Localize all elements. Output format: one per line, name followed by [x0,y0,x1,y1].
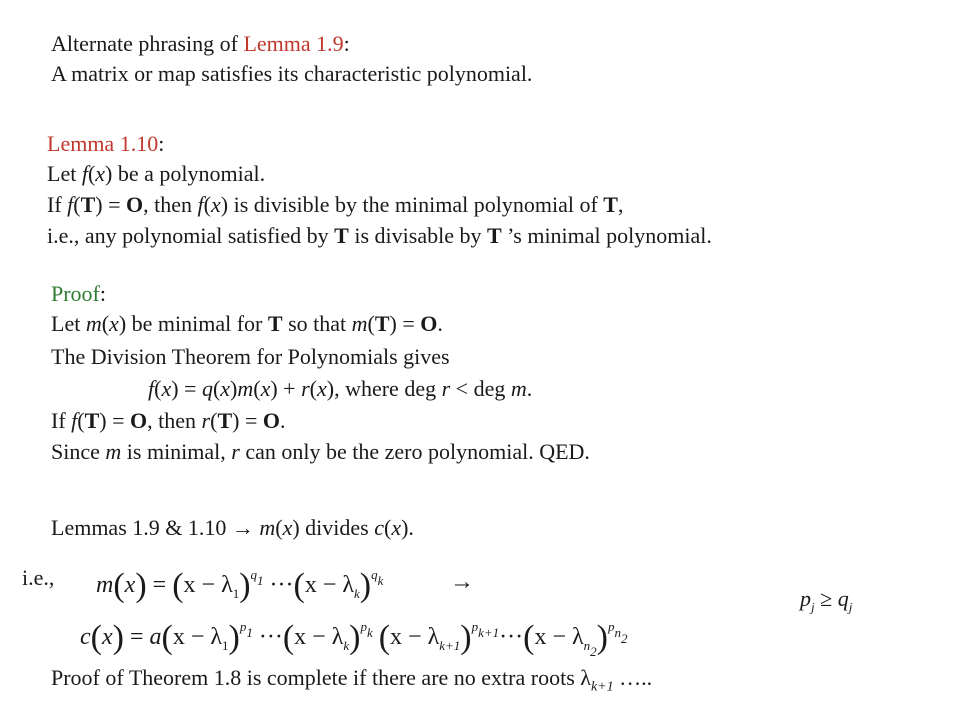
math-fragment: m [510,376,527,401]
math-fragment: ··· [269,572,294,598]
math-fragment: . [526,376,533,401]
lemma-1-10-title: Lemma 1.10 [47,131,159,156]
math-fragment: T [486,223,502,248]
math-fragment: 1 [257,573,264,588]
math-fragment: ) = [389,311,421,336]
lemma-line-2 [47,191,623,219]
math-fragment: can only be the zero polynomial. QED. [239,439,590,464]
math-fragment: O [130,408,148,433]
math-fragment: O [420,311,438,336]
math-fragment: , then [147,408,202,433]
math-fragment: k+1 [478,625,500,640]
math-fragment: ( [154,376,162,401]
math-fragment: m [96,572,114,598]
math-fragment: If [51,408,72,433]
math-fragment: p [360,619,367,634]
math-fragment: T [374,311,390,336]
math-fragment: 1 [232,586,240,601]
math-fragment: p [607,619,615,634]
math-fragment: Since [51,439,106,464]
math-fragment: x − λ [183,572,233,598]
math-fragment: m [85,311,102,336]
minimal-polynomial-equation: $m(x) = (x - \lambda_1)^{q_1} \cdot\cdot\cdot(x - \lambda_k)^{q_k}$ [96,567,384,604]
math-fragment: O [262,408,280,433]
math-fragment: 1 [246,625,253,640]
math-fragment: c [374,515,385,540]
math-fragment: ··· [499,624,524,650]
math-fragment: ( [309,376,317,401]
alt-colon: : [343,31,350,56]
math-fragment: = [123,624,150,650]
alt-statement: A matrix or map satisfies its characteristic polynomial. [51,61,533,86]
math-fragment: 2 [590,644,597,659]
math-fragment: f [71,408,78,433]
implies-arrow: → [450,569,474,595]
math-fragment: m [259,515,276,540]
proof-line-1 [51,310,443,338]
exponent-inequality [800,585,852,621]
math-fragment: ( [275,515,283,540]
math-fragment: Let [51,311,86,336]
math-fragment: ( [113,567,125,604]
math-fragment: Proof of Theorem 1.8 is complete if there are no extra roots λ [51,665,591,690]
final-statement [51,664,652,701]
math-fragment: x − λ [172,624,223,650]
math-fragment: r [201,408,211,433]
proof-heading [51,280,106,308]
math-fragment: q [201,376,213,401]
math-fragment: f [148,376,155,401]
math-fragment: x [101,624,113,650]
alt-phrasing-line [51,30,350,58]
math-fragment: x [282,515,293,540]
math-fragment: k+1 [439,638,461,653]
math-fragment: k+1 [590,679,614,695]
math-fragment: p [800,586,811,611]
math-fragment: 1 [222,638,229,653]
math-fragment: k [377,573,384,588]
math-fragment: x [124,572,136,598]
math-fragment: x − λ [294,624,344,650]
math-fragment: . [279,408,286,433]
math-fragment: T [267,311,283,336]
math-fragment: ( [203,192,211,217]
math-fragment: m [351,311,368,336]
math-fragment: ), where deg [326,376,442,401]
math-fragment: n [614,625,621,640]
math-fragment: is divisable by [348,223,487,248]
math-fragment: f [67,192,74,217]
math-fragment: x − λ [534,624,584,650]
math-fragment: ( [384,515,392,540]
math-fragment: x [95,161,106,186]
math-fragment: O [126,192,144,217]
math-fragment: T [80,192,96,217]
lemmas-conclusion [51,514,414,542]
math-fragment: ) = [232,408,263,433]
math-fragment: Let [47,161,82,186]
math-fragment: r [301,376,310,401]
alt-prefix: Alternate phrasing of [51,31,244,56]
math-fragment: x [316,376,327,401]
math-fragment: ) [135,567,147,604]
math-fragment: x [109,311,119,336]
math-fragment: < deg [450,376,511,401]
math-fragment: ( [210,408,218,433]
math-fragment: q [250,567,258,582]
math-fragment: ( [253,376,261,401]
proof-title: Proof [51,281,100,306]
math-fragment: k [354,586,360,601]
math-fragment: If [47,192,68,217]
proof-line-5 [51,438,590,466]
math-fragment: k [343,638,350,653]
math-fragment: ≥ [814,586,838,611]
math-fragment: c [80,624,91,650]
math-fragment: = [146,572,173,598]
math-fragment: , then [143,192,198,217]
ie-label: i.e., [22,565,55,590]
math-fragment: i.e., any polynomial satisfied by [47,223,335,248]
math-fragment: x − λ [304,572,355,598]
math-fragment: ( [90,619,102,656]
lemma-1-10-heading [47,130,164,158]
math-fragment: ) [230,376,238,401]
lemma-1-9-label: Lemma 1.9 [243,31,344,56]
math-fragment: x [260,376,271,401]
proof-line-2: The Division Theorem for Polynomials gives [51,344,450,369]
math-fragment: ( [73,192,81,217]
math-fragment: ) [112,619,124,656]
math-fragment: j [811,599,815,615]
math-fragment: 2 [620,631,628,646]
math-fragment: ) is divisible by the minimal polynomial of [220,192,604,217]
math-fragment: x [161,376,172,401]
math-fragment: x [220,376,231,401]
math-fragment: ) be a polynomial. [105,161,266,186]
math-fragment: ( [87,161,96,186]
math-fragment: ….. [613,665,653,690]
proof-colon: : [99,281,107,306]
math-fragment: f [81,161,88,186]
math-fragment: ( [77,408,85,433]
math-fragment: Lemmas 1.9 & 1.10 → [51,515,260,540]
math-fragment: so that [282,311,352,336]
math-fragment: m [237,376,254,401]
math-fragment: k [366,625,373,640]
math-fragment: p [471,619,479,634]
characteristic-polynomial-equation: $c(x) = a(x - \lambda_1)^{p_1} \cdot\cdot\cdot(x - \lambda_k)^{p_k}$ $(x - \lambda_{k+1})^{p_{k+1}}\cdot\cdot\cdot(x - \lambda_{n_2})^{p_{n_2}}$ [80,619,628,659]
math-fragment: ) divides [292,515,375,540]
math-fragment: p [239,619,247,634]
math-fragment: ) + [270,376,302,401]
math-fragment: j [848,599,853,615]
division-equation [148,375,532,403]
math-fragment: T [217,408,233,433]
math-fragment: n [583,638,591,653]
math-fragment: T [603,192,618,217]
lemma-line-1 [47,160,265,188]
math-fragment: . [437,311,443,336]
math-fragment: ). [401,515,414,540]
math-fragment: x [391,515,402,540]
math-fragment: r [441,376,451,401]
math-fragment: ··· [258,624,283,650]
math-fragment: ) = [95,192,127,217]
math-fragment: ) be minimal for [118,311,268,336]
math-fragment: ) = [171,376,202,401]
math-fragment: q [371,567,378,582]
math-fragment: ( [212,376,221,401]
math-fragment: m [105,439,122,464]
math-fragment: T [334,223,349,248]
math-fragment: ) = [99,408,131,433]
math-fragment: T [84,408,100,433]
math-fragment: a [149,624,162,650]
math-fragment: ( [101,311,110,336]
lemma-colon: : [158,131,165,156]
math-fragment: is minimal, [121,439,232,464]
math-fragment: x − λ [390,624,440,650]
lemma-line-3 [47,222,712,250]
math-fragment: , [617,192,624,217]
math-fragment: f [197,192,204,217]
math-fragment: x [211,192,221,217]
math-fragment: ’s minimal polynomial. [501,223,712,248]
math-fragment: q [837,586,849,611]
proof-line-4 [51,407,285,435]
math-fragment: r [231,439,240,464]
math-fragment: ( [367,311,375,336]
